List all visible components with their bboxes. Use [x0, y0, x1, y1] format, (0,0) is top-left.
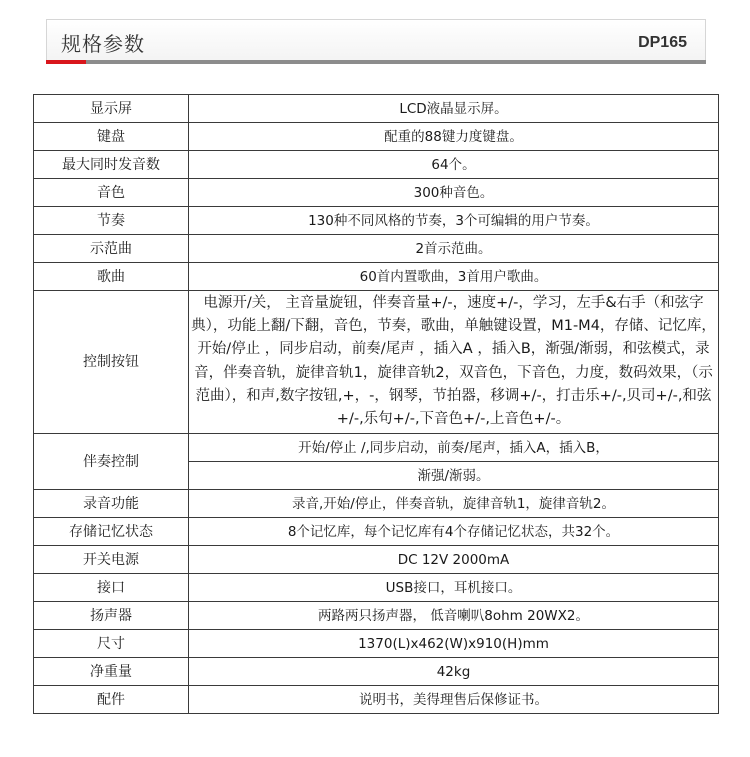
- table-row: [34, 630, 719, 658]
- table-row: [34, 658, 719, 686]
- table-row: [34, 123, 719, 151]
- spec-label: 扬声器: [34, 602, 189, 630]
- spec-value: 130种不同风格的节奏，3个可编辑的用户节奏。: [189, 207, 719, 235]
- spec-value-controls: 电源开/关， 主音量旋钮，伴奏音量+/-，速度+/-，学习，左手&右手（和弦字典），功能上翻/下翻，音色，节奏，歌曲，单触键设置，M1-M4，存储、记忆库，开始/停止 ，同步启动，前奏/尾声 ，插入A ，插入B，渐强/渐弱，和弦模式，录音，伴奏音轨，旋律音轨1，旋律音轨2，双音色，下音色，力度，数码效果，（示范曲），和声,数字按钮,+，-，钢琴，节拍器，移调+/-，打击乐+/-,贝司+/-,和弦+/-,乐句+/-,下音色+/-,上音色+/-。: [189, 291, 719, 434]
- spec-value: 说明书，美得理售后保修证书。: [189, 686, 719, 714]
- spec-label: 示范曲: [34, 235, 189, 263]
- spec-label: 音色: [34, 179, 189, 207]
- table-row: [34, 235, 719, 263]
- spec-value: 42kg: [189, 658, 719, 686]
- spec-label: 接口: [34, 574, 189, 602]
- spec-value: LCD液晶显示屏。: [189, 95, 719, 123]
- table-row: [34, 434, 719, 462]
- spec-label: 净重量: [34, 658, 189, 686]
- spec-value: 1370(L)x462(W)x910(H)mm: [189, 630, 719, 658]
- spec-label: 配件: [34, 686, 189, 714]
- spec-value-line2: 渐强/渐弱。: [189, 462, 719, 490]
- spec-label: 伴奏控制: [34, 434, 189, 490]
- spec-value-line1: 开始/停止 /,同步启动，前奏/尾声，插入A，插入B，: [189, 434, 719, 462]
- table-row: [34, 263, 719, 291]
- spec-value: 300种音色。: [189, 179, 719, 207]
- spec-label: 尺寸: [34, 630, 189, 658]
- section-header: [46, 19, 706, 63]
- spec-value: 录音,开始/停止，伴奏音轨，旋律音轨1，旋律音轨2。: [189, 490, 719, 518]
- spec-value: USB接口，耳机接口。: [189, 574, 719, 602]
- header-underline: [46, 60, 706, 64]
- table-row: [34, 291, 719, 434]
- spec-label: 节奏: [34, 207, 189, 235]
- spec-label: 最大同时发音数: [34, 151, 189, 179]
- spec-value: 两路两只扬声器， 低音喇叭8ohm 20WX2。: [189, 602, 719, 630]
- spec-value: 8个记忆库，每个记忆库有4个存储记忆状态，共32个。: [189, 518, 719, 546]
- spec-value: 2首示范曲。: [189, 235, 719, 263]
- section-title: 规格参数: [61, 32, 145, 56]
- spec-value: DC 12V 2000mA: [189, 546, 719, 574]
- table-row: [34, 686, 719, 714]
- table-row: [34, 546, 719, 574]
- header-accent-bar: [46, 60, 86, 64]
- table-row: [34, 151, 719, 179]
- model-number: DP165: [638, 34, 687, 51]
- spec-label: 控制按钮: [34, 291, 189, 434]
- spec-label: 开关电源: [34, 546, 189, 574]
- spec-label: 显示屏: [34, 95, 189, 123]
- spec-table: [33, 94, 719, 714]
- table-row: [34, 95, 719, 123]
- spec-value: 64个。: [189, 151, 719, 179]
- table-row: [34, 207, 719, 235]
- table-row: [34, 574, 719, 602]
- spec-label: 歌曲: [34, 263, 189, 291]
- table-row: [34, 518, 719, 546]
- spec-label: 键盘: [34, 123, 189, 151]
- table-row: [34, 490, 719, 518]
- spec-label: 录音功能: [34, 490, 189, 518]
- table-row: [34, 179, 719, 207]
- table-row: [34, 602, 719, 630]
- spec-value: 配重的88键力度键盘。: [189, 123, 719, 151]
- spec-value: 60首内置歌曲，3首用户歌曲。: [189, 263, 719, 291]
- spec-label: 存储记忆状态: [34, 518, 189, 546]
